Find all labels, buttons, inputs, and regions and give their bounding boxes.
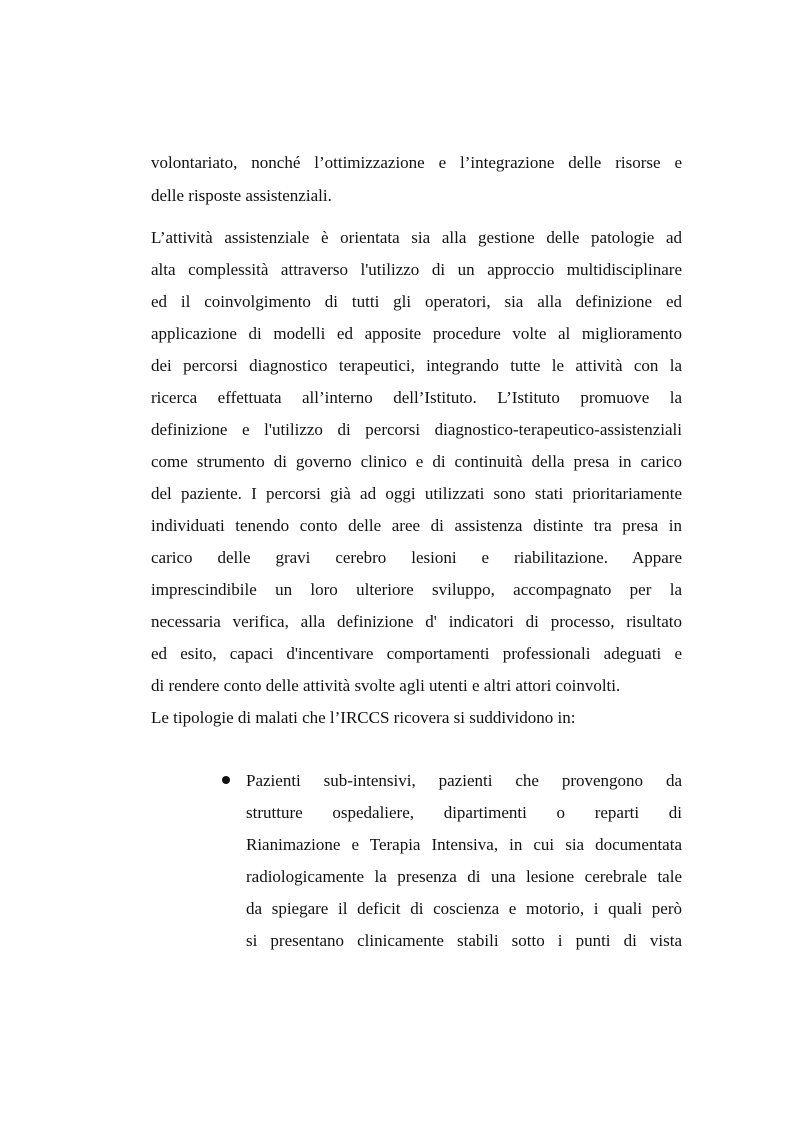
paragraph-line: di rendere conto delle attività svolte agli utenti e altri attori coinvolti. — [151, 676, 621, 695]
bullet-line: Rianimazione e Terapia Intensiva, in cui sia documentata — [246, 835, 682, 854]
paragraph-line: L’attività assistenziale è orientata sia alla gestione delle patologie ad — [151, 228, 682, 247]
paragraph-line: ed il coinvolgimento di tutti gli operatori, sia alla definizione ed — [151, 292, 682, 311]
paragraph-line: dei percorsi diagnostico terapeutici, integrando tutte le attività con la — [151, 356, 682, 375]
section-intro: Le tipologie di malati che l’IRCCS ricovera si suddividono in: — [151, 708, 576, 727]
paragraph-line: definizione e l'utilizzo di percorsi diagnostico-terapeutico-assistenziali — [151, 420, 682, 439]
paragraph-line: alta complessità attraverso l'utilizzo di un approccio multidisciplinare — [151, 260, 682, 279]
bullet-line: strutture ospedaliere, dipartimenti o reparti di — [246, 803, 682, 822]
paragraph-line: applicazione di modelli ed apposite procedure volte al miglioramento — [151, 324, 682, 343]
bullet-line: da spiegare il deficit di coscienza e motorio, i quali però — [246, 899, 682, 918]
paragraph-line: volontariato, nonché l’ottimizzazione e l’integrazione delle risorse e — [151, 153, 682, 172]
paragraph-line: come strumento di governo clinico e di continuità della presa in carico — [151, 452, 682, 471]
paragraph-line: ricerca effettuata all’interno dell’Istituto. L’Istituto promuove la — [151, 388, 682, 407]
paragraph-line: individuati tenendo conto delle aree di assistenza distinte tra presa in — [151, 516, 682, 535]
bullet-icon — [222, 776, 230, 784]
bullet-line: Pazienti sub-intensivi, pazienti che provengono da — [246, 771, 682, 790]
paragraph-line: imprescindibile un loro ulteriore sviluppo, accompagnato per la — [151, 580, 682, 599]
bullet-line: si presentano clinicamente stabili sotto i punti di vista — [246, 931, 682, 950]
paragraph-line: ed esito, capaci d'incentivare comportamenti professionali adeguati e — [151, 644, 682, 663]
paragraph-line: carico delle gravi cerebro lesioni e riabilitazione. Appare — [151, 548, 682, 567]
paragraph-line: necessaria verifica, alla definizione d' indicatori di processo, risultato — [151, 612, 682, 631]
paragraph-line: delle risposte assistenziali. — [151, 186, 332, 205]
paragraph-line: del paziente. I percorsi già ad oggi utilizzati sono stati prioritariamente — [151, 484, 682, 503]
bullet-line: radiologicamente la presenza di una lesione cerebrale tale — [246, 867, 682, 886]
